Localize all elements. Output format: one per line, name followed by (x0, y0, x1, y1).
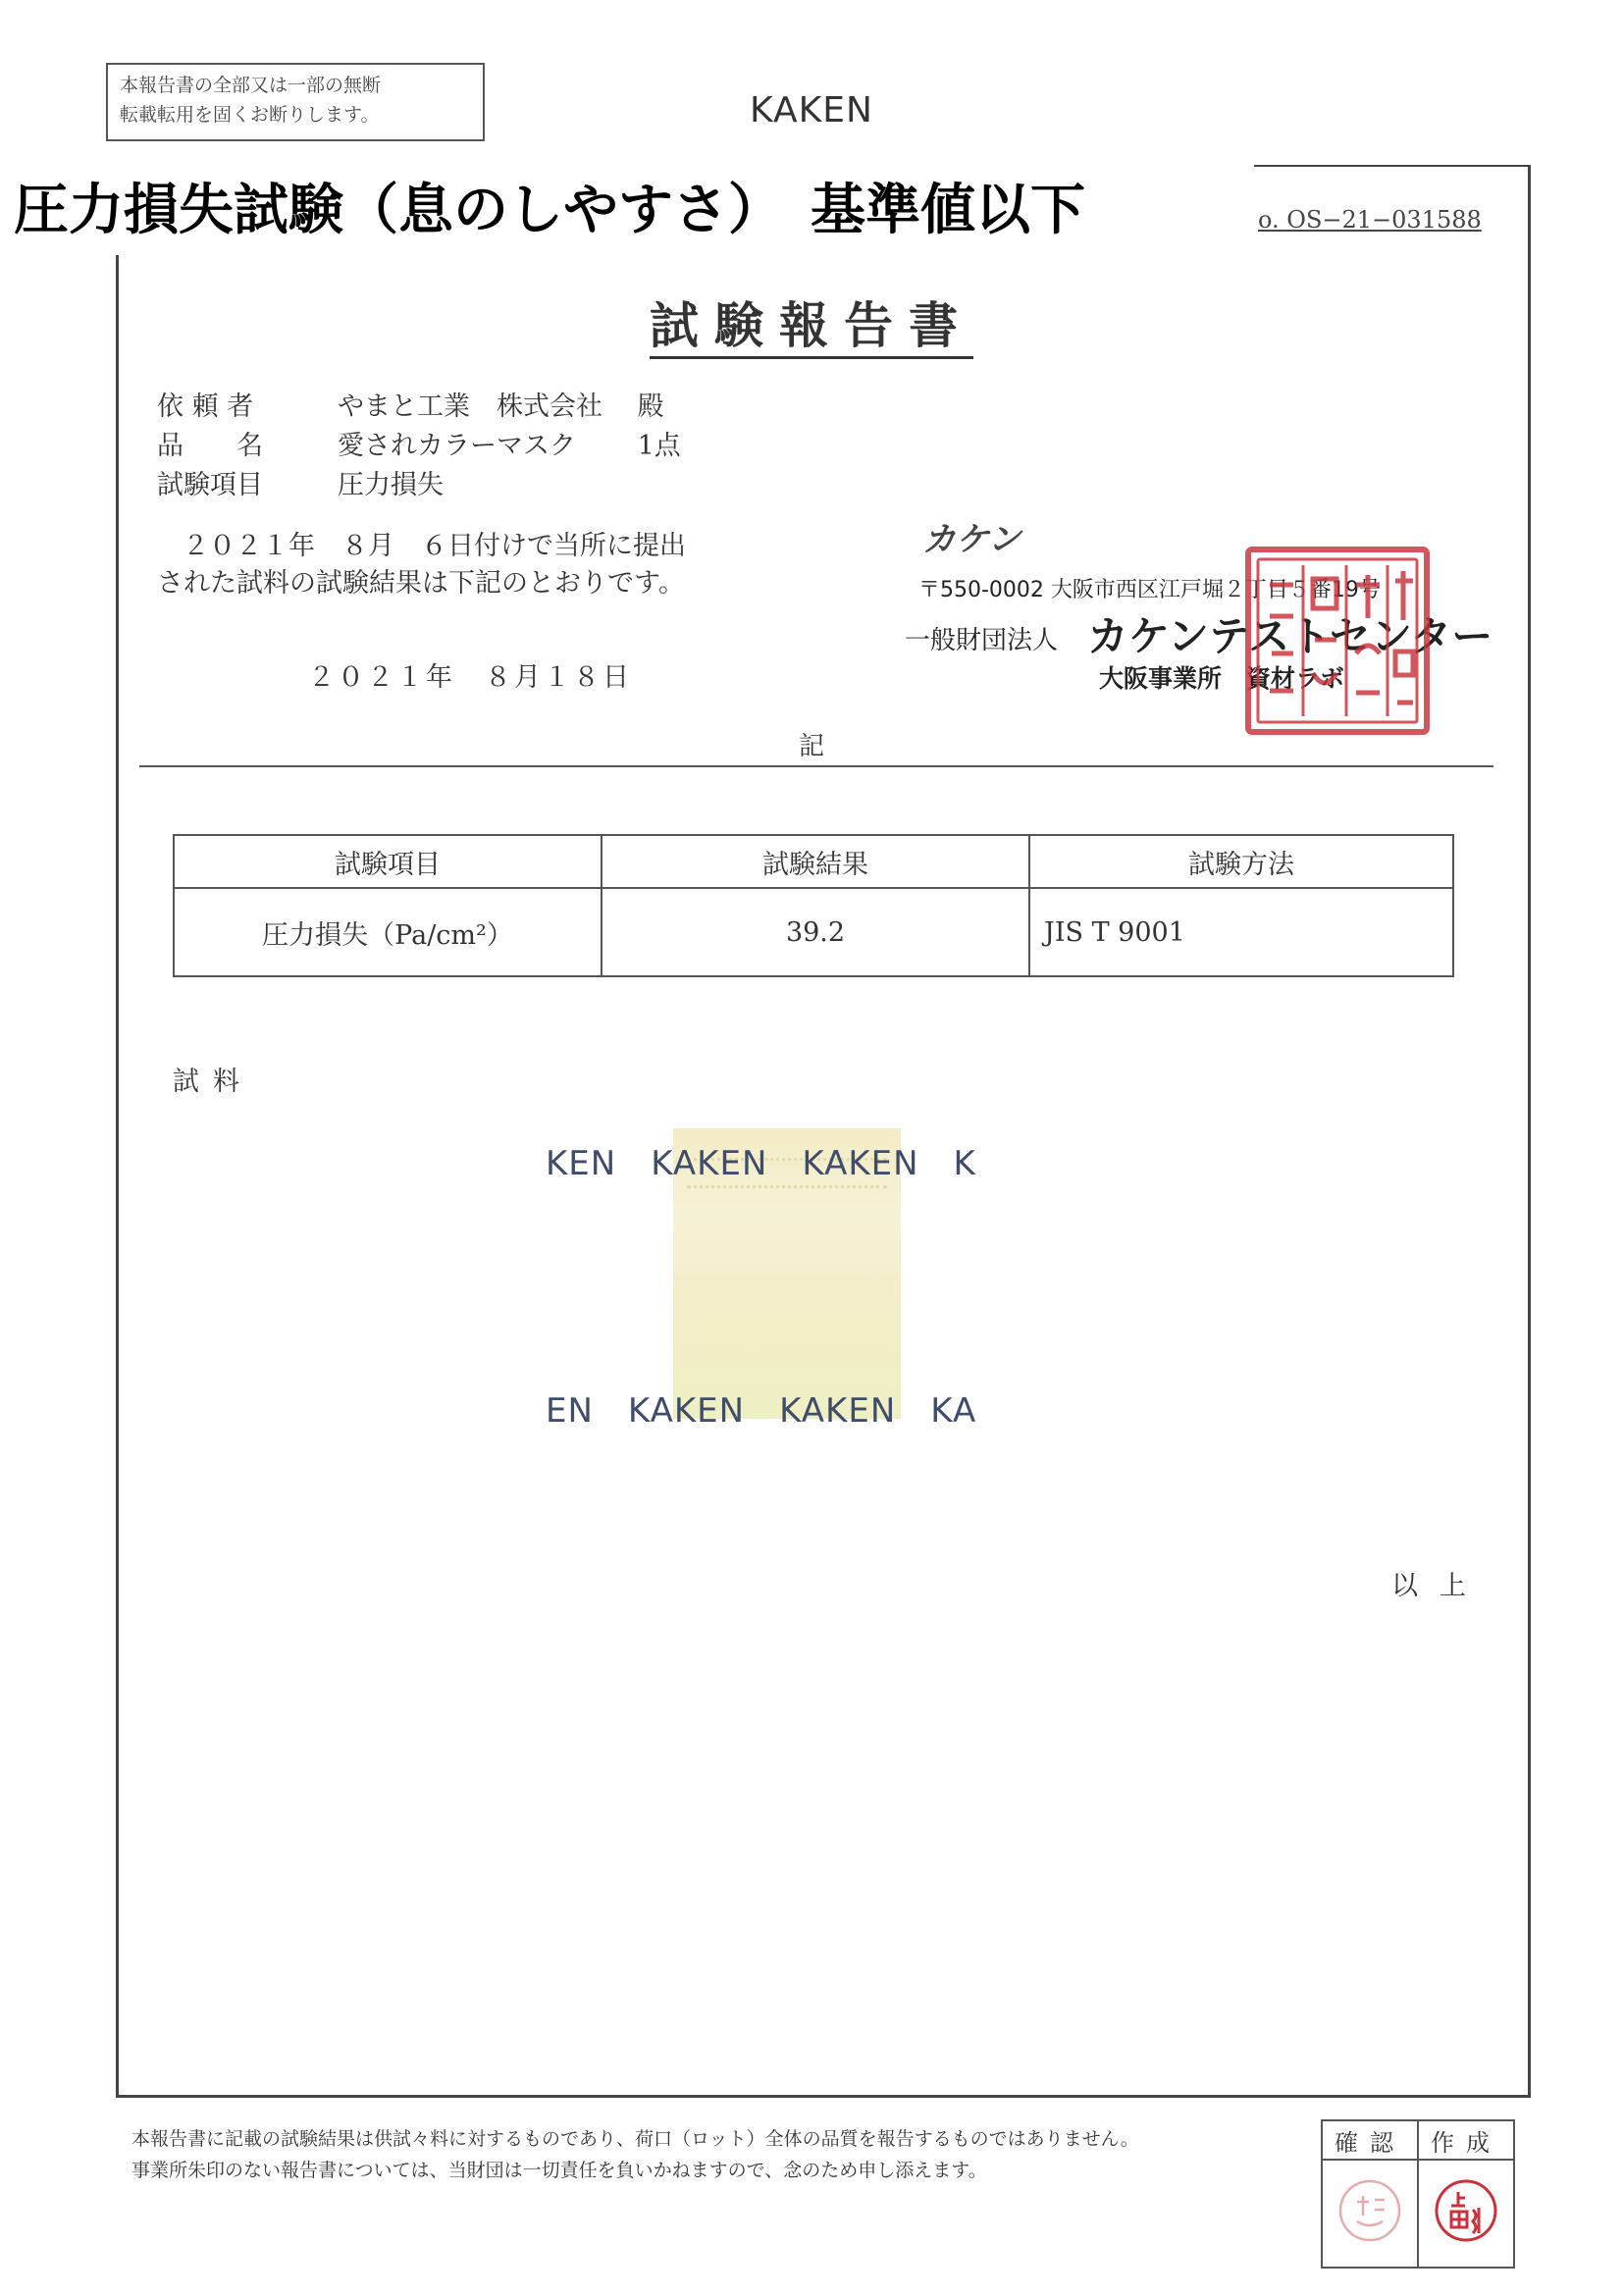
header-test-method: 試験方法 (1029, 835, 1453, 888)
divider (139, 765, 1493, 767)
client-label: 依 頼 者 (157, 391, 254, 422)
client-value: やまと工業 株式会社 殿 (338, 391, 664, 422)
intro-paragraph (157, 528, 686, 602)
disclaimer-line-2: 事業所朱印のない報告書については、当財団は一切責任を負いかねますので、念のため申し添えます。 (131, 2160, 987, 2181)
author-label: 作成 (1418, 2120, 1514, 2160)
cell-test-result: 39.2 (602, 888, 1029, 976)
product-row (157, 424, 681, 462)
brand-header: KAKEN (750, 90, 873, 130)
author-seal-stamp (1432, 2176, 1500, 2245)
check-seal-stamp (1335, 2176, 1404, 2245)
lab-seal-stamp (1244, 546, 1431, 736)
notice-line-1: 本報告書の全部又は一部の無断 (120, 75, 382, 96)
results-header-row (174, 835, 1453, 888)
check-stamp-cell (1322, 2160, 1418, 2268)
end-mark: 以上 (1391, 1571, 1488, 1601)
results-table (173, 834, 1454, 977)
signoff-table (1321, 2119, 1515, 2269)
test-item-row (157, 463, 444, 501)
author-stamp-cell (1418, 2160, 1514, 2268)
swatch-stitch (687, 1185, 887, 1188)
intro-line-1: ２０２１年 ８月 ６日付けで当所に提出 (183, 531, 686, 561)
issue-date: ２０２１年 ８月１８日 (308, 662, 632, 693)
footer-disclaimer (131, 2123, 1139, 2186)
kaken-stamp-line-1: KEN KAKEN KAKEN K (546, 1144, 976, 1183)
cell-test-method: JIS T 9001 (1029, 888, 1453, 976)
check-label: 確認 (1322, 2120, 1418, 2160)
report-number: o. OS−21−031588 (1258, 206, 1482, 234)
header-test-item: 試験項目 (174, 835, 602, 888)
notice-line-2: 転載転用を固くお断りします。 (120, 104, 380, 126)
disclaimer-line-1: 本報告書に記載の試験結果は供試々料に対するものであり、荷口（ロット）全体の品質を報告するものではありません。 (131, 2128, 1139, 2150)
signoff-stamp-row (1322, 2160, 1514, 2268)
cell-test-item: 圧力損失（Pa/cm²） (174, 888, 602, 976)
header-test-result: 試験結果 (602, 835, 1029, 888)
product-label: 品 名 (157, 431, 263, 461)
lab-logo: カケン (922, 520, 1021, 559)
kaken-stamp-line-2: EN KAKEN KAKEN KA (546, 1391, 977, 1431)
table-row (174, 888, 1453, 976)
product-value: 愛されカラーマスク 1点 (338, 431, 681, 461)
page-heading: 圧力損失試験（息のしやすさ） 基準値以下 (14, 179, 1085, 242)
client-row (157, 385, 664, 423)
document-title-text: 試験報告書 (650, 296, 973, 359)
signoff-header-row (1322, 2120, 1514, 2160)
intro-line-2: された試料の試験結果は下記のとおりです。 (157, 568, 685, 599)
lab-address: 〒550-0002 大阪市西区江戸堀２丁目５番19号 (918, 578, 1381, 602)
sample-label: 試料 (173, 1067, 253, 1097)
ki-mark: 記 (798, 732, 824, 761)
lab-name: カケンテストセンター (1087, 612, 1493, 660)
test-item-value: 圧力損失 (338, 470, 444, 500)
document-title (0, 287, 1623, 357)
lab-office: 大阪事業所 資材ラボ (1099, 664, 1345, 693)
lab-org-kind: 一般財団法人 (905, 626, 1059, 655)
test-item-label: 試験項目 (157, 470, 263, 500)
